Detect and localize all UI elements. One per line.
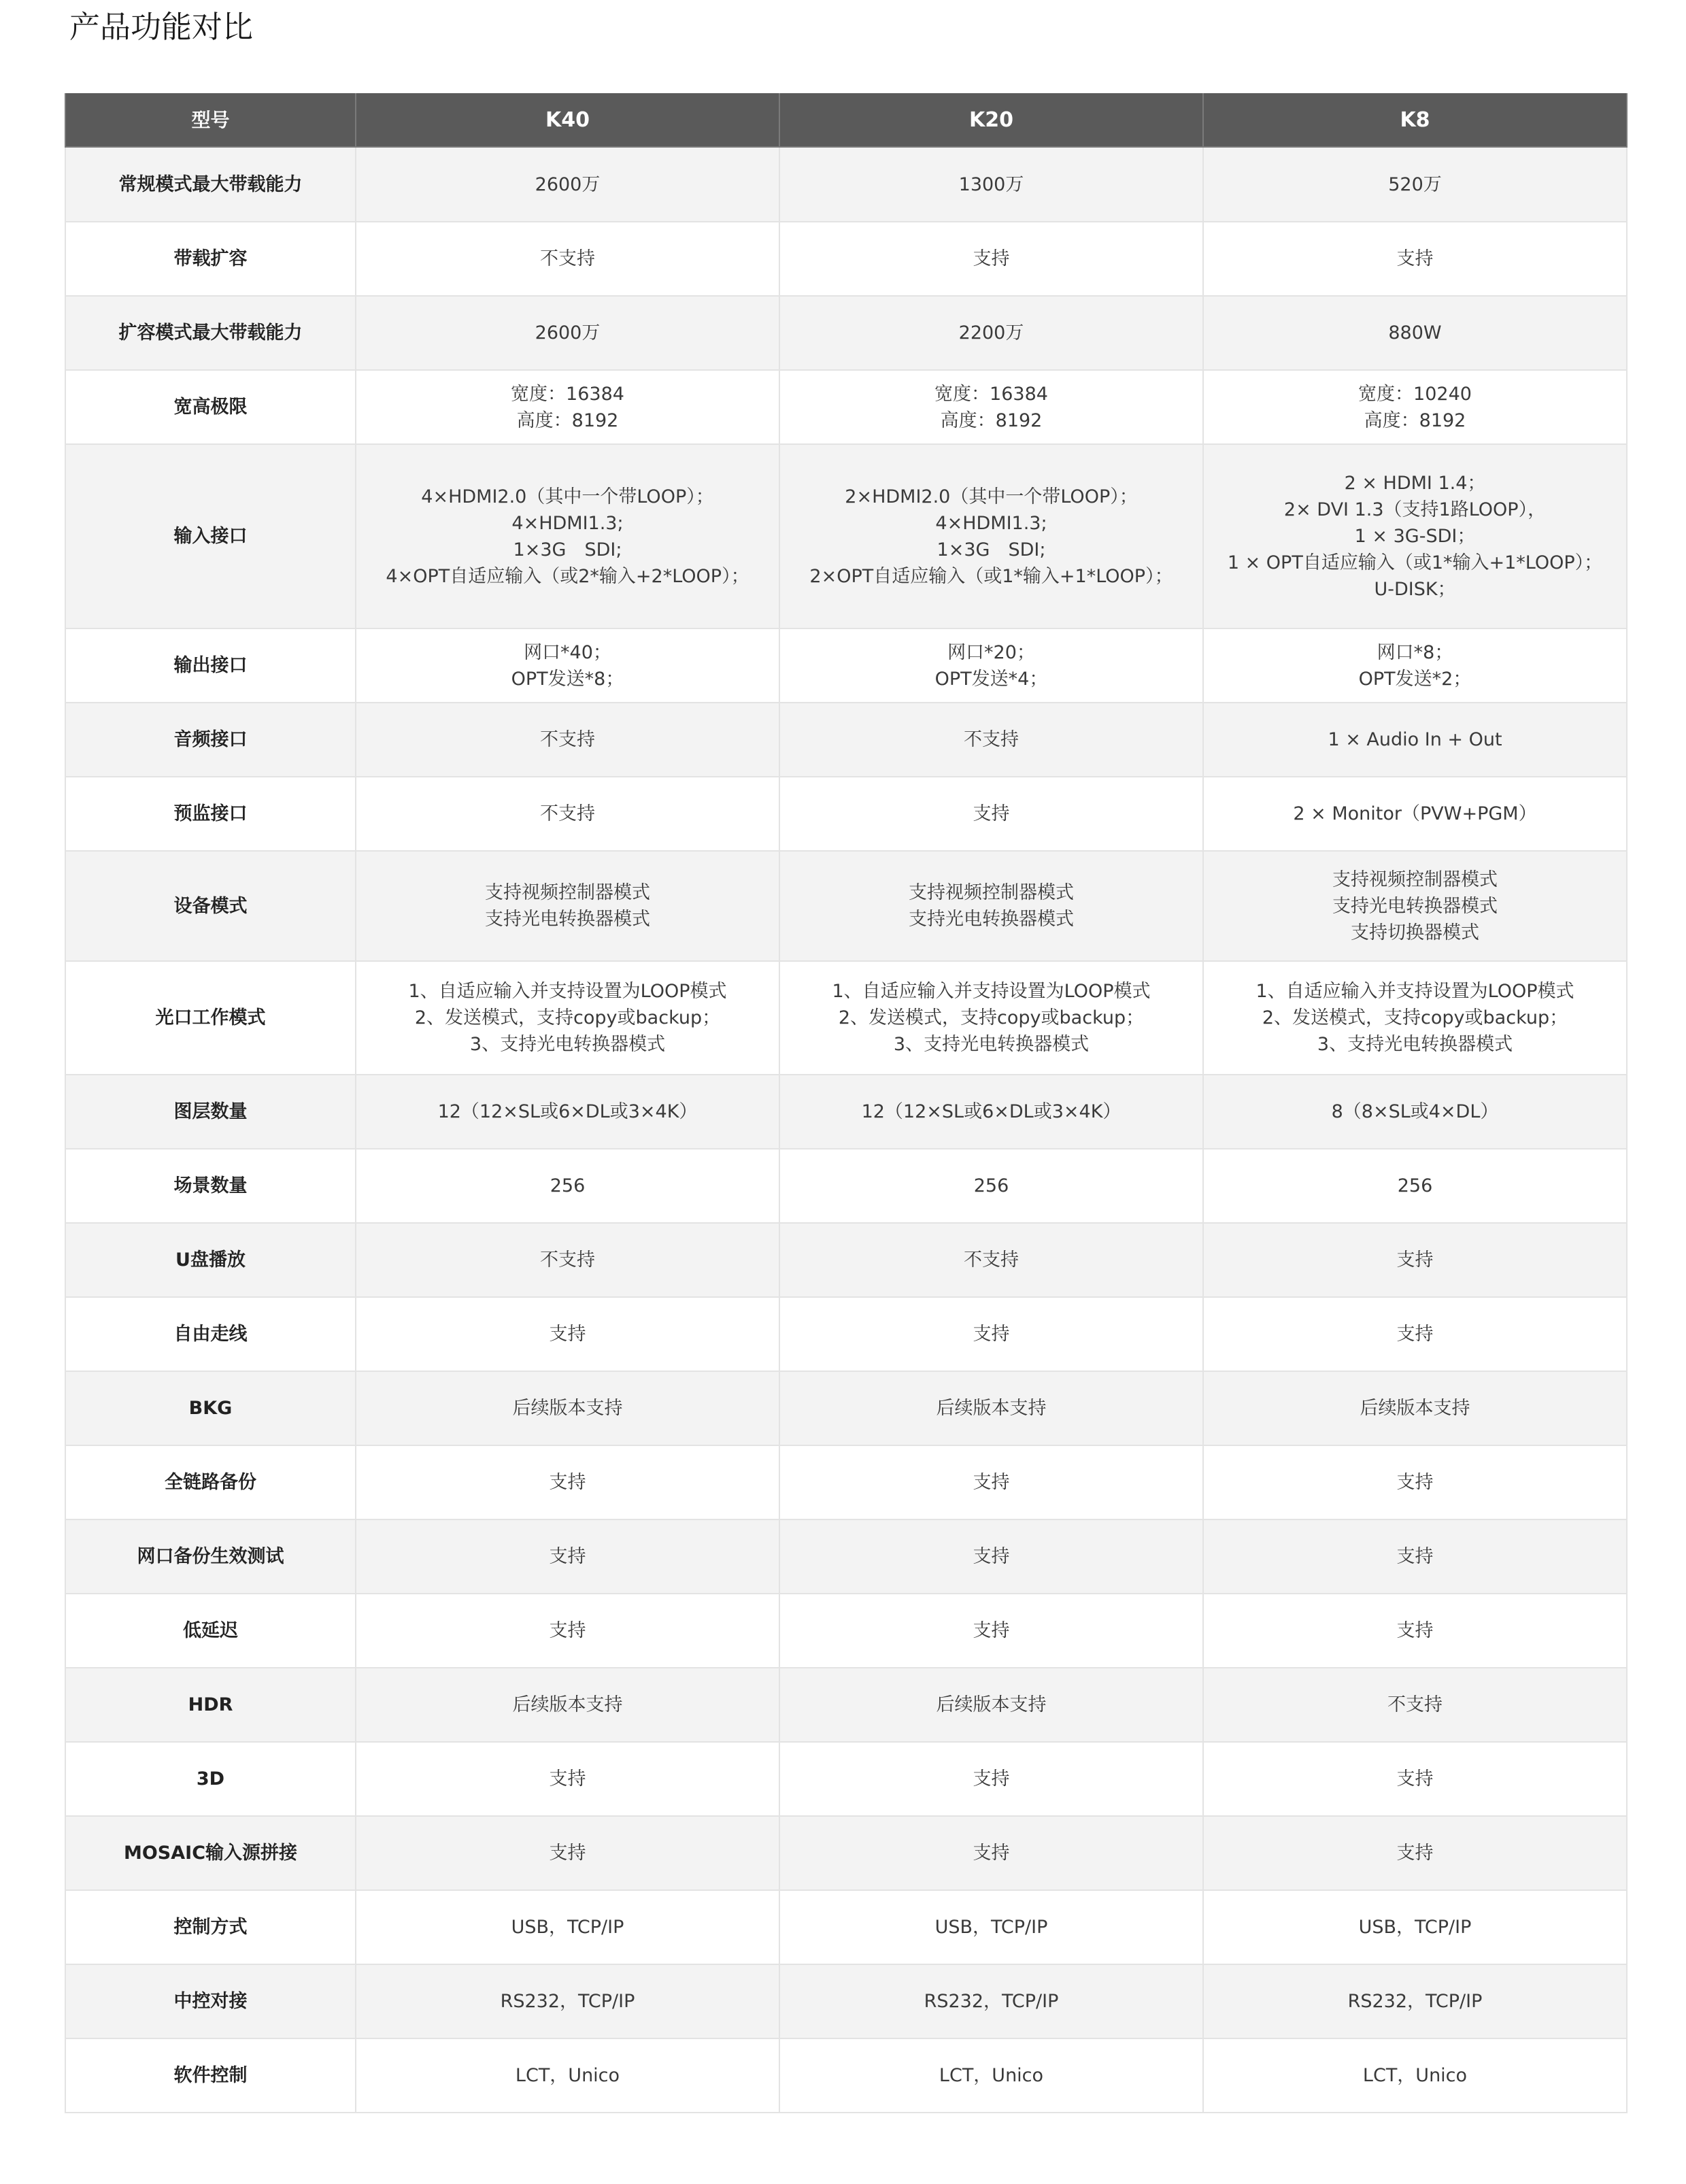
row-label: 光口工作模式 <box>65 961 356 1075</box>
cell-k8: 支持 <box>1203 222 1627 296</box>
cell-k8: 支持 <box>1203 1594 1627 1668</box>
cell-k8: USB，TCP/IP <box>1203 1890 1627 1964</box>
cell-k40: 4×HDMI2.0（其中一个带LOOP）； 4×HDMI1.3; 1×3G SDI; 4×OPT自适应输入（或2*输入+2*LOOP）； <box>356 444 779 628</box>
cell-k8: 支持 <box>1203 1742 1627 1816</box>
table-row <box>65 1594 1627 1668</box>
table-row <box>65 1371 1627 1445</box>
cell-k20: 12（12×SL或6×DL或3×4K） <box>779 1075 1203 1149</box>
cell-k40: USB，TCP/IP <box>356 1890 779 1964</box>
row-label: MOSAIC输入源拼接 <box>65 1816 356 1890</box>
row-label: 预监接口 <box>65 777 356 851</box>
cell-k8: 256 <box>1203 1149 1627 1223</box>
row-label: BKG <box>65 1371 356 1445</box>
row-label: 3D <box>65 1742 356 1816</box>
cell-k40: 支持 <box>356 1297 779 1371</box>
cell-k20: 支持视频控制器模式 支持光电转换器模式 <box>779 851 1203 961</box>
table-row <box>65 444 1627 628</box>
row-label: 低延迟 <box>65 1594 356 1668</box>
cell-k40: 支持 <box>356 1519 779 1594</box>
cell-k8: 支持 <box>1203 1297 1627 1371</box>
cell-k8: 支持 <box>1203 1816 1627 1890</box>
cell-k40: 256 <box>356 1149 779 1223</box>
row-label: 输出接口 <box>65 628 356 703</box>
row-label: 自由走线 <box>65 1297 356 1371</box>
table-row <box>65 370 1627 444</box>
table-row <box>65 1445 1627 1519</box>
cell-k8: 2 × HDMI 1.4； 2× DVI 1.3（支持1路LOOP）， 1 × 3G-SDI； 1 × OPT自适应输入（或1*输入+1*LOOP）； U-DISK； <box>1203 444 1627 628</box>
row-label: 常规模式最大带载能力 <box>65 147 356 222</box>
cell-k20: 不支持 <box>779 703 1203 777</box>
row-label: 软件控制 <box>65 2038 356 2113</box>
cell-k8: 2 × Monitor（PVW+PGM） <box>1203 777 1627 851</box>
table-row <box>65 1668 1627 1742</box>
row-label: 网口备份生效测试 <box>65 1519 356 1594</box>
cell-k8: 520万 <box>1203 147 1627 222</box>
cell-k20: 支持 <box>779 1519 1203 1594</box>
cell-k20: 支持 <box>779 1742 1203 1816</box>
cell-k40: 支持 <box>356 1594 779 1668</box>
cell-k40: 不支持 <box>356 222 779 296</box>
cell-k40: RS232，TCP/IP <box>356 1964 779 2038</box>
cell-k20: RS232，TCP/IP <box>779 1964 1203 2038</box>
table-row <box>65 851 1627 961</box>
cell-k40: 网口*40； OPT发送*8； <box>356 628 779 703</box>
cell-k8: 支持 <box>1203 1519 1627 1594</box>
cell-k40: 1、自适应输入并支持设置为LOOP模式 2、发送模式，支持copy或backup； 3、支持光电转换器模式 <box>356 961 779 1075</box>
table-row <box>65 1075 1627 1149</box>
cell-k40: 支持 <box>356 1742 779 1816</box>
cell-k20: 不支持 <box>779 1223 1203 1297</box>
cell-k20: 宽度：16384 高度：8192 <box>779 370 1203 444</box>
table-row <box>65 296 1627 370</box>
cell-k20: 后续版本支持 <box>779 1668 1203 1742</box>
cell-k20: 支持 <box>779 1816 1203 1890</box>
cell-k20: 支持 <box>779 1445 1203 1519</box>
header-k40: K40 <box>356 93 779 147</box>
cell-k20: 256 <box>779 1149 1203 1223</box>
cell-k40: 支持 <box>356 1445 779 1519</box>
table-row <box>65 147 1627 222</box>
cell-k40: 支持 <box>356 1816 779 1890</box>
row-label: 带载扩容 <box>65 222 356 296</box>
row-label: 控制方式 <box>65 1890 356 1964</box>
table-row <box>65 777 1627 851</box>
cell-k8: 后续版本支持 <box>1203 1371 1627 1445</box>
cell-k40: 后续版本支持 <box>356 1371 779 1445</box>
cell-k20: 支持 <box>779 222 1203 296</box>
cell-k8: 不支持 <box>1203 1668 1627 1742</box>
cell-k20: 后续版本支持 <box>779 1371 1203 1445</box>
cell-k20: 支持 <box>779 777 1203 851</box>
cell-k40: LCT，Unico <box>356 2038 779 2113</box>
row-label: 图层数量 <box>65 1075 356 1149</box>
cell-k8: 支持 <box>1203 1445 1627 1519</box>
cell-k8: 1 × Audio In + Out <box>1203 703 1627 777</box>
cell-k20: 网口*20； OPT发送*4； <box>779 628 1203 703</box>
table-row <box>65 628 1627 703</box>
cell-k20: 2200万 <box>779 296 1203 370</box>
cell-k8: LCT，Unico <box>1203 2038 1627 2113</box>
header-model: 型号 <box>65 93 356 147</box>
cell-k40: 后续版本支持 <box>356 1668 779 1742</box>
table-row <box>65 1519 1627 1594</box>
cell-k20: 支持 <box>779 1297 1203 1371</box>
table-row <box>65 1742 1627 1816</box>
row-label: HDR <box>65 1668 356 1742</box>
cell-k40: 2600万 <box>356 147 779 222</box>
row-label: 全链路备份 <box>65 1445 356 1519</box>
row-label: 设备模式 <box>65 851 356 961</box>
comparison-table <box>65 93 1628 2113</box>
cell-k8: 8（8×SL或4×DL） <box>1203 1075 1627 1149</box>
header-k8: K8 <box>1203 93 1627 147</box>
header-row <box>65 93 1627 147</box>
cell-k8: 880W <box>1203 296 1627 370</box>
table-row <box>65 222 1627 296</box>
cell-k40: 支持视频控制器模式 支持光电转换器模式 <box>356 851 779 961</box>
table-row <box>65 1816 1627 1890</box>
cell-k8: 1、自适应输入并支持设置为LOOP模式 2、发送模式，支持copy或backup； 3、支持光电转换器模式 <box>1203 961 1627 1075</box>
table-row <box>65 703 1627 777</box>
cell-k8: RS232，TCP/IP <box>1203 1964 1627 2038</box>
cell-k8: 宽度：10240 高度：8192 <box>1203 370 1627 444</box>
cell-k20: 2×HDMI2.0（其中一个带LOOP）； 4×HDMI1.3; 1×3G SDI; 2×OPT自适应输入（或1*输入+1*LOOP）； <box>779 444 1203 628</box>
row-label: 中控对接 <box>65 1964 356 2038</box>
table-row <box>65 1149 1627 1223</box>
header-k20: K20 <box>779 93 1203 147</box>
table-row <box>65 1964 1627 2038</box>
table-row <box>65 1890 1627 1964</box>
table-row <box>65 2038 1627 2113</box>
cell-k40: 宽度：16384 高度：8192 <box>356 370 779 444</box>
cell-k8: 网口*8； OPT发送*2； <box>1203 628 1627 703</box>
cell-k20: 1300万 <box>779 147 1203 222</box>
row-label: 输入接口 <box>65 444 356 628</box>
cell-k8: 支持视频控制器模式 支持光电转换器模式 支持切换器模式 <box>1203 851 1627 961</box>
table-row <box>65 961 1627 1075</box>
cell-k40: 不支持 <box>356 777 779 851</box>
row-label: 宽高极限 <box>65 370 356 444</box>
table-body <box>65 147 1627 2113</box>
page-title: 产品功能对比 <box>69 9 254 45</box>
cell-k40: 2600万 <box>356 296 779 370</box>
table-row <box>65 1223 1627 1297</box>
cell-k8: 支持 <box>1203 1223 1627 1297</box>
row-label: 音频接口 <box>65 703 356 777</box>
table-header <box>65 93 1627 147</box>
cell-k40: 12（12×SL或6×DL或3×4K） <box>356 1075 779 1149</box>
cell-k20: LCT，Unico <box>779 2038 1203 2113</box>
row-label: U盘播放 <box>65 1223 356 1297</box>
cell-k40: 不支持 <box>356 703 779 777</box>
table-row <box>65 1297 1627 1371</box>
cell-k20: 1、自适应输入并支持设置为LOOP模式 2、发送模式，支持copy或backup； 3、支持光电转换器模式 <box>779 961 1203 1075</box>
cell-k20: USB，TCP/IP <box>779 1890 1203 1964</box>
row-label: 扩容模式最大带载能力 <box>65 296 356 370</box>
cell-k20: 支持 <box>779 1594 1203 1668</box>
cell-k40: 不支持 <box>356 1223 779 1297</box>
row-label: 场景数量 <box>65 1149 356 1223</box>
